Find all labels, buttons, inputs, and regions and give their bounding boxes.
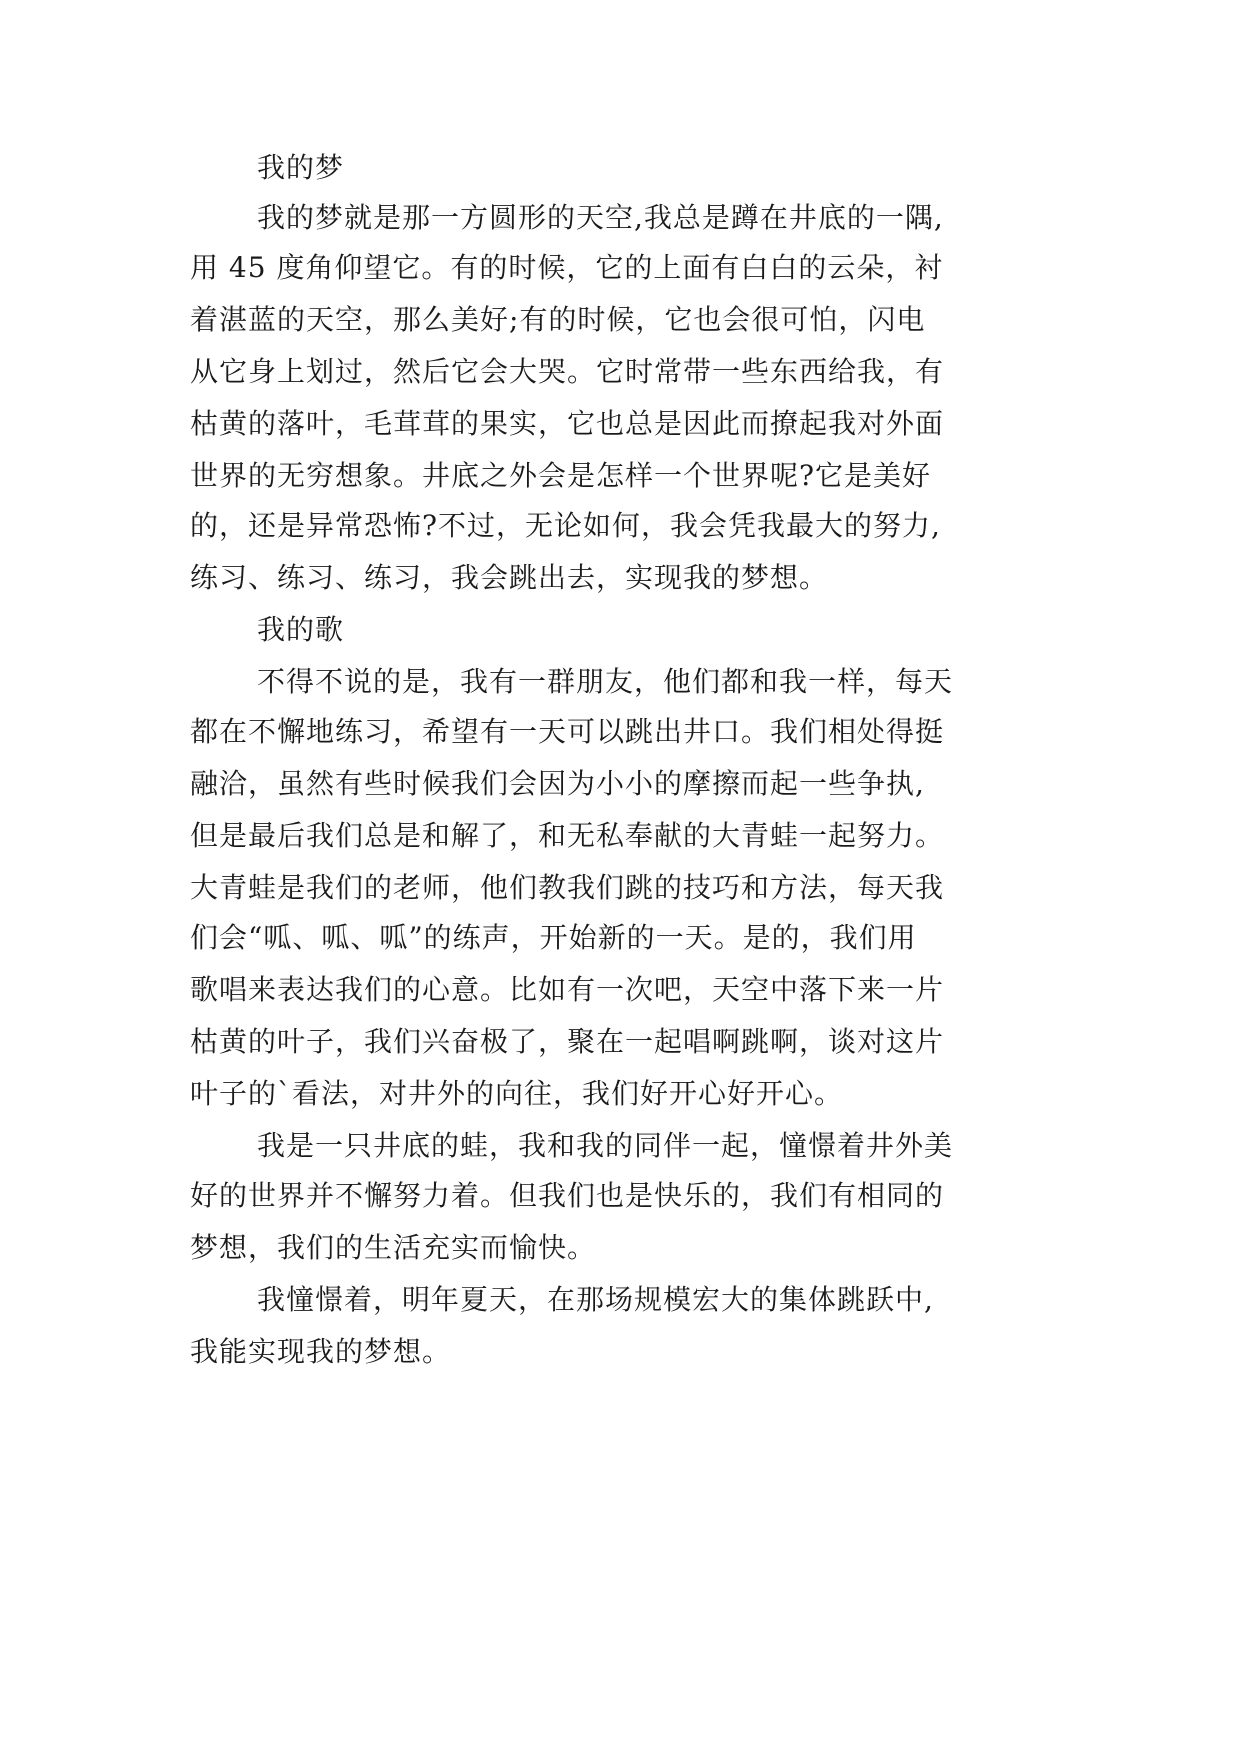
paragraph-line: 枯黄的叶子，我们兴奋极了，聚在一起唱啊跳啊，谈对这片: [190, 1025, 945, 1058]
paragraph-line: 叶子的`看法，对井外的向往，我们好开心好开心。: [190, 1077, 844, 1110]
paragraph-line: 好的世界并不懈努力着。但我们也是快乐的，我们有相同的: [190, 1179, 945, 1212]
paragraph-line: 梦想，我们的生活充实而愉快。: [190, 1231, 597, 1264]
paragraph-line: 歌唱来表达我们的心意。比如有一次吧，天空中落下来一片: [190, 973, 945, 1006]
paragraph-line: 们会“呱、呱、呱”的练声，开始新的一天。是的，我们用: [190, 921, 917, 954]
paragraph-line: 大青蛙是我们的老师，他们教我们跳的技巧和方法，每天我: [190, 871, 945, 904]
paragraph-line: 从它身上划过，然后它会大哭。它时常带一些东西给我，有: [190, 355, 945, 388]
paragraph-line: 都在不懈地练习，希望有一天可以跳出井口。我们相处得挺: [190, 715, 945, 748]
paragraph-line: 不得不说的是，我有一群朋友，他们都和我一样，每天: [257, 665, 954, 698]
paragraph-line: 练习、练习、练习，我会跳出去，实现我的梦想。: [190, 561, 829, 594]
paragraph-line: 着湛蓝的天空，那么美好;有的时候，它也会很可怕，闪电: [190, 303, 926, 336]
section-heading-song: 我的歌: [257, 613, 345, 646]
paragraph-line: 世界的无穷想象。井底之外会是怎样一个世界呢?它是美好: [190, 459, 932, 492]
paragraph-line: 我憧憬着，明年夏天，在那场规模宏大的集体跳跃中,: [257, 1283, 934, 1316]
section-heading-dream: 我的梦: [257, 151, 345, 184]
paragraph-line: 融洽，虽然有些时候我们会因为小小的摩擦而起一些争执,: [190, 767, 925, 800]
paragraph-line: 我的梦就是那一方圆形的天空,我总是蹲在井底的一隅,: [257, 201, 944, 234]
paragraph-line: 用 45 度角仰望它。有的时候，它的上面有白白的云朵，衬: [190, 251, 944, 284]
paragraph-line: 我能实现我的梦想。: [190, 1335, 452, 1368]
paragraph-line: 枯黄的落叶，毛茸茸的果实，它也总是因此而撩起我对外面: [190, 407, 945, 440]
paragraph-line: 的，还是异常恐怖?不过，无论如何，我会凭我最大的努力,: [190, 509, 941, 542]
paragraph-line: 我是一只井底的蛙，我和我的同伴一起，憧憬着井外美: [257, 1129, 954, 1162]
paragraph-line: 但是最后我们总是和解了，和无私奉献的大青蛙一起努力。: [190, 819, 945, 852]
